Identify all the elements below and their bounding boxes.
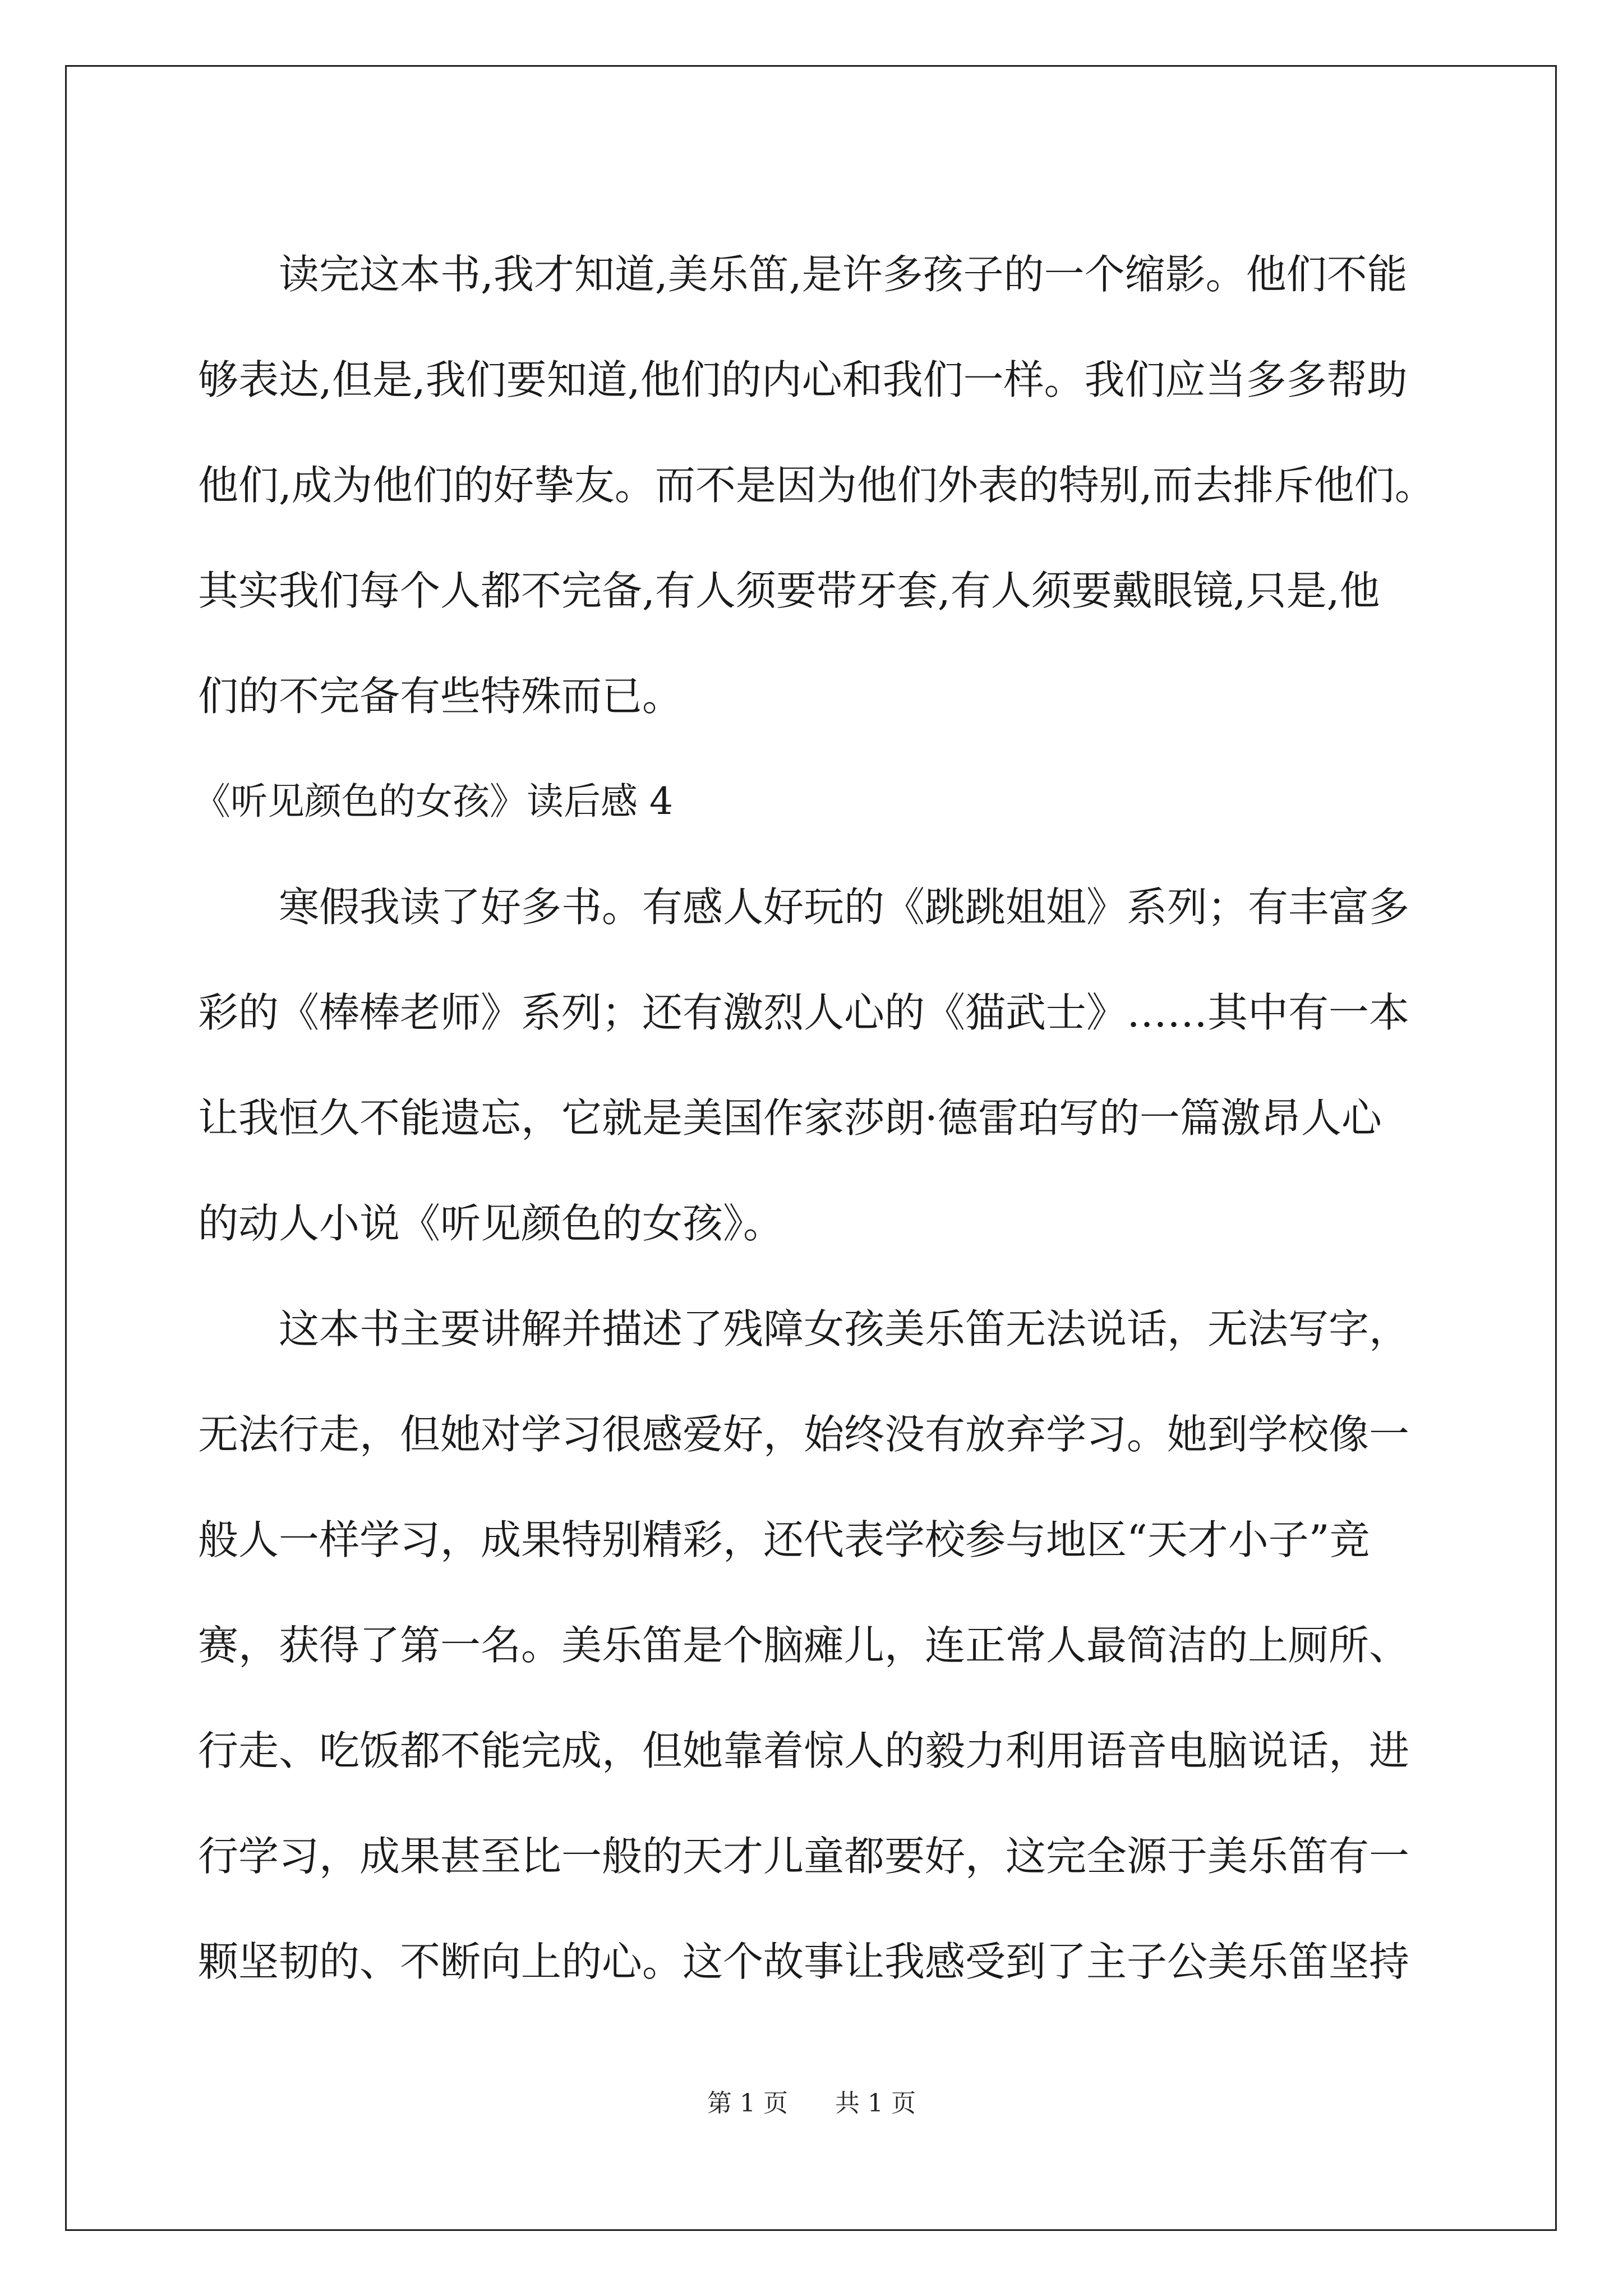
text-line: 读完这本书,我才知道,美乐笛,是许多孩子的一个缩影。他们不能 [279,251,1408,298]
document-body [193,222,1449,2014]
text-line: 其实我们每个人都不完备,有人须要带牙套,有人须要戴眼镜,只是,他 [198,567,1380,614]
paragraph-2 [198,854,1449,1276]
text-line: 这本书主要讲解并描述了残障女孩美乐笛无法说话，无法写字， [279,1305,1410,1352]
page-number: 第 1 页 [707,2089,788,2118]
section-title: 《听见颜色的女孩》读后感 4 [193,780,673,823]
paragraph-1 [198,222,1449,749]
text-line: 够表达,但是,我们要知道,他们的内心和我们一样。我们应当多多帮助 [198,356,1408,403]
text-line: 赛，获得了第一名。美乐笛是个脑瘫儿，连正常人最简洁的上厕所、 [198,1622,1410,1669]
text-line: 的动人小说《听见颜色的女孩》。 [198,1200,784,1247]
text-line: 颗坚韧的、不断向上的心。这个故事让我感受到了主子公美乐笛坚持 [198,1938,1410,1985]
paragraph-3 [198,1276,1449,2014]
text-line: 彩的《棒棒老师》系列；还有激烈人心的《猫武士》……其中有一本 [198,989,1410,1036]
page-footer [0,2087,1623,2120]
text-line: 无法行走，但她对学习很感爱好，始终没有放弃学习。她到学校像一 [198,1411,1410,1458]
text-line: 他们,成为他们的好挚友。而不是因为他们外表的特别,而去排斥他们。 [198,462,1435,509]
text-line: 寒假我读了好多书。有感人好玩的《跳跳姐姐》系列；有丰富多 [279,884,1410,931]
text-line: 行学习，成果甚至比一般的天才儿童都要好，这完全源于美乐笛有一 [198,1833,1410,1880]
text-line: 般人一样学习，成果特别精彩，还代表学校参与地区“天才小子”竞 [198,1516,1370,1563]
page-total: 共 1 页 [835,2089,916,2118]
text-line: 行走、吃饭都不能完成，但她靠着惊人的毅力利用语音电脑说话，进 [198,1727,1410,1774]
text-line: 让我恒久不能遗忘，它就是美国作家莎朗·德雷珀写的一篇激昂人心 [198,1094,1382,1142]
text-line: 们的不完备有些特殊而已。 [198,673,683,720]
